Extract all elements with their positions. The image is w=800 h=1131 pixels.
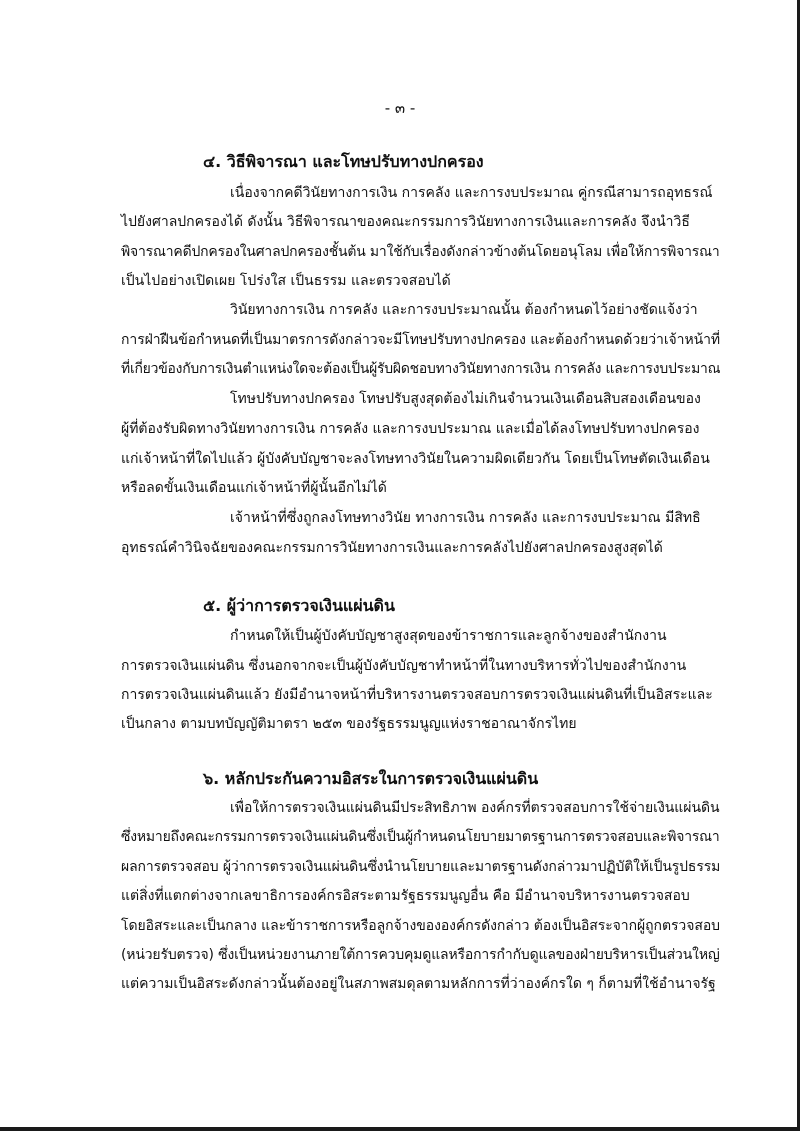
paragraph-line: ซึ่งหมายถึงคณะกรรมการตรวจเงินแผ่นดินซึ่งเป็นผู้กำหนดนโยบายมาตรฐานการตรวจสอบและพิจารณา <box>121 829 720 845</box>
paragraph-line: หรือลดขั้นเงินเดือนแก่เจ้าหน้าที่ผู้นั้นอีกไม่ได้ <box>121 480 387 496</box>
paragraph-line: แต่ความเป็นอิสระดังกล่าวนั้นต้องอยู่ในสภาพสมดุลตามหลักการที่ว่าองค์กรใด ๆ ก็ตามที่ใช้อำนาจรัฐ <box>121 976 716 992</box>
paragraph-line: โดยอิสระและเป็นกลาง และข้าราชการหรือลูกจ้างขององค์กรดังกล่าว ต้องเป็นอิสระจากผู้ถูกตรวจสอบ <box>121 918 720 934</box>
section-heading-5: ๕. ผู้ว่าการตรวจเงินแผ่นดิน <box>203 596 395 615</box>
paragraph-line: ผู้ที่ต้องรับผิดทางวินัยทางการเงิน การคลัง และการงบประมาณ และเมื่อได้ลงโทษปรับทางปกครอง <box>121 421 700 437</box>
paragraph-line: การตรวจเงินแผ่นดิน ซึ่งนอกจากจะเป็นผู้บังคับบัญชาทำหน้าที่ในทางบริหารทั่วไปของสำนักงาน <box>121 658 687 674</box>
paragraph-line: โทษปรับทางปกครอง โทษปรับสูงสุดต้องไม่เกินจำนวนเงินเดือนสิบสองเดือนของ <box>230 391 701 407</box>
paragraph-line: (หน่วยรับตรวจ) ซึ่งเป็นหน่วยงานภายใต้การควบคุมดูแลหรือการกำกับดูแลของฝ่ายบริหารเป็นส่วนใหญ่ <box>121 947 720 963</box>
paragraph-line: กำหนดให้เป็นผู้บังคับบัญชาสูงสุดของข้าราชการและลูกจ้างของสำนักงาน <box>230 628 667 644</box>
paragraph-line: เป็นไปอย่างเปิดเผย โปร่งใส เป็นธรรม และตรวจสอบได้ <box>121 273 451 289</box>
paragraph-line: แก่เจ้าหน้าที่ใดไปแล้ว ผู้บังคับบัญชาจะลงโทษทางวินัยในความผิดเดียวกัน โดยเป็นโทษตัดเงินเดือน <box>121 451 710 467</box>
page-number: - ๓ - <box>384 99 416 117</box>
paragraph-line: ผลการตรวจสอบ ผู้ว่าการตรวจเงินแผ่นดินซึ่งนำนโยบายและมาตรฐานดังกล่าวมาปฏิบัติให้เป็นรูปธรรม <box>121 859 721 875</box>
paragraph-line: การตรวจเงินแผ่นดินแล้ว ยังมีอำนาจหน้าที่บริหารงานตรวจสอบการตรวจเงินแผ่นดินที่เป็นอิสระและ <box>121 687 713 703</box>
paragraph-line: ไปยังศาลปกครองได้ ดังนั้น วิธีพิจารณาของคณะกรรมการวินัยทางการเงินและการคลัง จึงนำวิธี <box>121 214 690 230</box>
paragraph-line: วินัยทางการเงิน การคลัง และการงบประมาณนั้น ต้องกำหนดไว้อย่างชัดแจ้งว่า <box>230 302 698 318</box>
paragraph-line: พิจารณาคดีปกครองในศาลปกครองชั้นต้น มาใช้กับเรื่องดังกล่าวข้างต้นโดยอนุโลม เพื่อให้การพิจารณา <box>121 244 720 260</box>
paragraph-line: เจ้าหน้าที่ซึ่งถูกลงโทษทางวินัย ทางการเงิน การคลัง และการงบประมาณ มีสิทธิ <box>230 510 701 526</box>
paragraph-line: ที่เกี่ยวข้องกับการเงินตำแหน่งใดจะต้องเป็นผู้รับผิดชอบทางวินัยทางการเงิน การคลัง และการงบประมาณ <box>121 361 721 377</box>
paragraph-line: แต่สิ่งที่แตกต่างจากเลขาธิการองค์กรอิสระตามรัฐธรรมนูญอื่น คือ มีอำนาจบริหารงานตรวจสอบ <box>121 888 690 904</box>
paragraph-line: การฝ่าฝืนข้อกำหนดที่เป็นมาตรการดังกล่าวจะมีโทษปรับทางปกครอง และต้องกำหนดด้วยว่าเจ้าหน้าที่ <box>121 332 721 348</box>
paragraph-line: เพื่อให้การตรวจเงินแผ่นดินมีประสิทธิภาพ องค์กรที่ตรวจสอบการใช้จ่ายเงินแผ่นดิน <box>230 800 720 816</box>
section-heading-4: ๔. วิธีพิจารณา และโทษปรับทางปกครอง <box>203 152 484 171</box>
scan-edge-bottom <box>0 1127 800 1131</box>
paragraph-line: เนื่องจากคดีวินัยทางการเงิน การคลัง และการงบประมาณ คู่กรณีสามารถอุทธรณ์ <box>230 185 713 201</box>
section-heading-6: ๖. หลักประกันความอิสระในการตรวจเงินแผ่นดิน <box>203 769 539 788</box>
paragraph-line: เป็นกลาง ตามบทบัญญัติมาตรา ๒๕๓ ของรัฐธรรมนูญแห่งราชอาณาจักรไทย <box>121 716 577 732</box>
paragraph-line: อุทธรณ์คำวินิจฉัยของคณะกรรมการวินัยทางการเงินและการคลังไปยังศาลปกครองสูงสุดได้ <box>121 540 663 556</box>
